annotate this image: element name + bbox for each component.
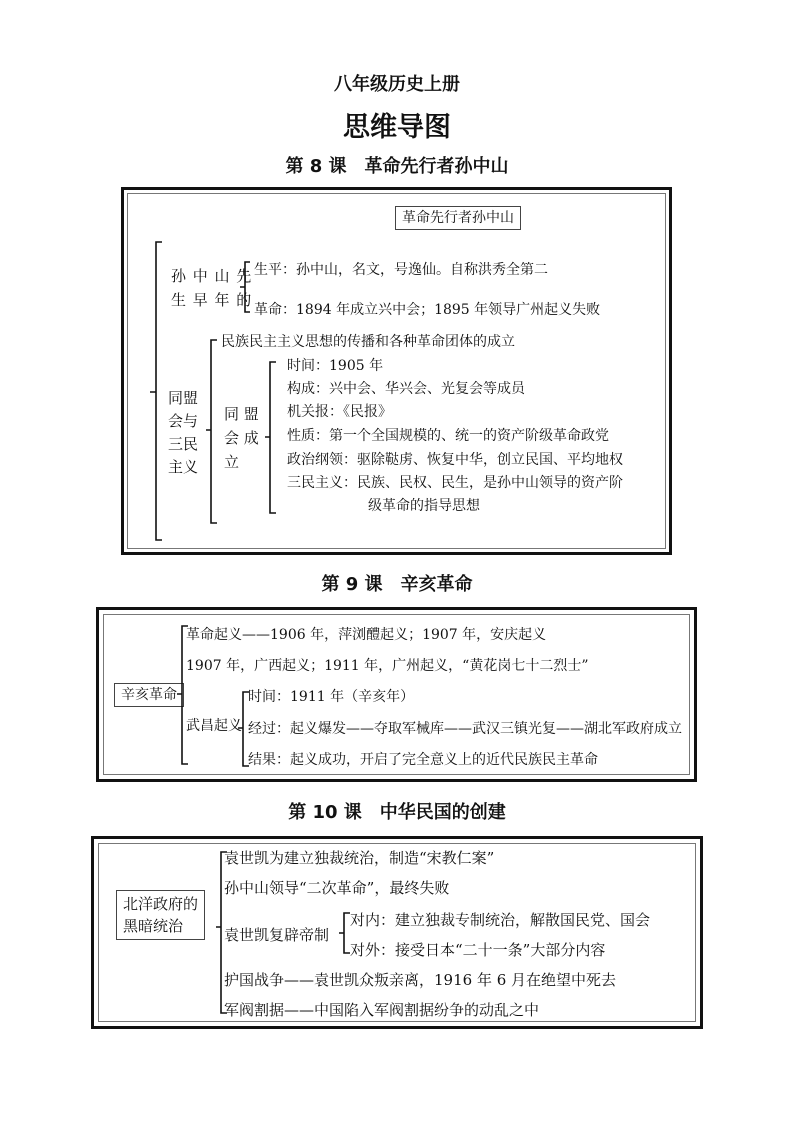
wuchang-item: 经过：起义爆发——夺取军械库——武汉三镇光复——湖北军政府成立 [248,721,682,737]
early-years-label-1: 孙 中 山 先 [171,267,253,285]
founding-item: 性质：第一个全国规模的、统一的资产阶级革命政党 [287,428,609,444]
lesson10-item: 军阀割据——中国陷入军阀割据纷争的动乱之中 [224,1001,540,1019]
lesson8-heading: 第 8 课 革命先行者孙中山 [285,156,509,177]
wuchang-item: 结果：起义成功，开启了完全意义上的近代民族民主革命 [248,752,598,768]
lesson8-box-title: 革命先行者孙中山 [395,206,521,230]
lesson10-heading: 第 10 课 中华民国的创建 [288,802,506,823]
lesson9-root: 辛亥革命 [114,683,184,707]
lesson10-item: 护国战争——袁世凯众叛亲离，1916 年 6 月在绝望中死去 [224,971,617,989]
lesson9-uprising: 1907 年，广西起义；1911 年，广州起义，“黄花岗七十二烈士” [186,658,589,674]
alliance-label-2: 会与 [168,412,199,430]
wuchang-label: 武昌起义 [186,718,242,734]
founding-item: 三民主义：民族、民权、民生，是孙中山领导的资产阶 [287,475,623,491]
early-years-label-2: 生 早 年 的 [171,291,253,309]
lesson10-item: 袁世凯复辟帝制 [224,926,330,944]
founding-item: 级革命的指导思想 [368,498,480,514]
lesson10-root-line1: 北洋政府的 [123,895,199,913]
restoration-item: 对内：建立独裁专制统治，解散国民党、国会 [350,911,651,929]
founding-label-1: 同 盟 [224,405,259,423]
lesson10-root-line2: 黑暗统治 [123,917,184,935]
alliance-label-3: 三民 [168,435,199,453]
lesson10-item: 孙中山领导“二次革命”，最终失败 [224,879,450,897]
founding-item: 时间：1905 年 [287,358,384,374]
founding-label-3: 立 [224,453,240,471]
alliance-label-1: 同盟 [168,389,199,407]
lesson9-heading: 第 9 课 辛亥革命 [321,574,473,595]
lesson9-uprising: 革命起义——1906 年，萍浏醴起义；1907 年，安庆起义 [186,627,547,643]
founding-item: 机关报：《民报》 [287,404,392,420]
founding-item: 构成：兴中会、华兴会、光复会等成员 [287,381,525,397]
founding-label-2: 会 成 [224,429,259,447]
alliance-label-4: 主义 [168,458,199,476]
spread-text: 民族民主主义思想的传播和各种革命团体的成立 [221,334,515,350]
restoration-item: 对外：接受日本“二十一条”大部分内容 [350,941,606,959]
wuchang-item: 时间：1911 年（辛亥年） [248,689,415,705]
grade-title: 八年级历史上册 [334,74,460,95]
lesson10-item: 袁世凯为建立独裁统治，制造“宋教仁案” [224,849,495,867]
early-years-item: 生平：孙中山，名文，号逸仙。自称洪秀全第二 [254,262,548,278]
founding-item: 政治纲领：驱除鞑虏、恢复中华，创立民国、平均地权 [287,452,623,468]
early-years-item: 革命：1894 年成立兴中会；1895 年领导广州起义失败 [254,302,601,318]
main-title: 思维导图 [343,112,451,143]
